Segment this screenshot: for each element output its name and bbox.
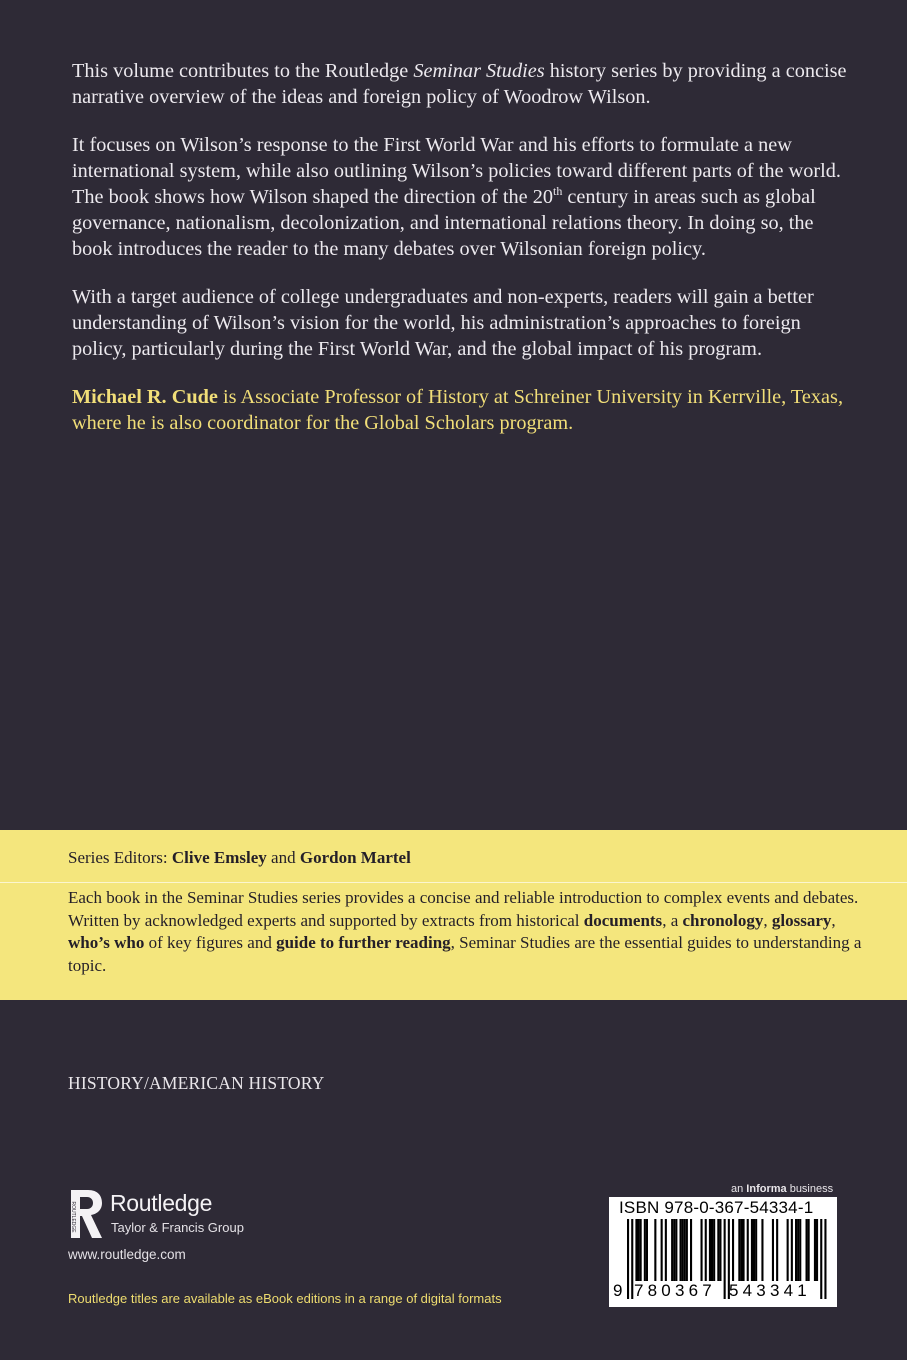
barcode-bar: [791, 1219, 793, 1281]
blurb-paragraph-3: With a target audience of college undergraduates and non-experts, readers will gain a better understanding of Wilson’s vision for the world, his administration’s approaches to foreign policy, particularly during the First World War, and the global impact of his program.: [72, 286, 814, 360]
barcode-bar: [755, 1219, 757, 1281]
barcode-bar: [724, 1219, 726, 1299]
barcode-right-digits: 543341: [729, 1281, 811, 1300]
barcode-bar: [701, 1219, 703, 1281]
barcode-bar: [719, 1219, 721, 1281]
barcode-bar: [776, 1219, 778, 1281]
barcode-bar: [740, 1219, 742, 1281]
series-keyword: documents: [583, 910, 663, 930]
barcode-bar: [732, 1219, 734, 1281]
publisher-logo: [68, 1188, 308, 1248]
barcode-bar: [686, 1219, 688, 1281]
book-blurb: [72, 58, 852, 458]
barcode-bar: [705, 1219, 707, 1281]
barcode-bar: [640, 1219, 642, 1281]
barcode-bar: [631, 1219, 633, 1299]
barcode-bar: [644, 1219, 646, 1281]
series-keyword: glossary: [771, 910, 832, 930]
series-editors-and: and: [266, 848, 300, 867]
informa-brand: Informa: [746, 1183, 787, 1195]
barcode-bar: [673, 1219, 675, 1281]
blurb-paragraph-2: [72, 132, 852, 262]
informa-tagline: [731, 1183, 833, 1195]
barcode-bar: [661, 1219, 663, 1281]
logo-vertical-text: ROUTLEDGE: [70, 1201, 76, 1233]
blurb-paragraph-1: [72, 58, 852, 110]
series-info-band: [0, 830, 907, 1000]
barcode-bar: [654, 1219, 656, 1281]
isbn-number: ISBN 978-0-367-54334-1: [619, 1198, 814, 1217]
series-desc-text: , Seminar Studies are the essential guides to understanding a topic.: [68, 933, 862, 975]
barcode-bar: [772, 1219, 774, 1281]
informa-prefix: an: [731, 1183, 747, 1195]
series-editor-name: Gordon Martel: [299, 848, 411, 867]
blurb-text: century in areas such as global governance, nationalism, decolonization, and international relations theory. In doing so, the book introduces the reader to the many debates over Wilsonian foreign policy.: [72, 186, 816, 260]
barcode-bar: [814, 1219, 816, 1281]
barcode-bar: [797, 1219, 799, 1281]
isbn-barcode: [609, 1197, 837, 1307]
publisher-group: Taylor & Francis Group: [111, 1220, 244, 1235]
barcode-bar: [751, 1219, 753, 1281]
barcode-bar: [690, 1219, 692, 1281]
barcode-bar: [713, 1219, 715, 1281]
barcode-bar: [753, 1219, 755, 1281]
author-name: Michael R. Cude: [72, 386, 218, 408]
series-keyword: guide to further reading: [276, 933, 451, 952]
subject-category: HISTORY/AMERICAN HISTORY: [68, 1073, 325, 1093]
barcode-bar: [671, 1219, 673, 1281]
author-bio-text: is Associate Professor of History at Schreiner University in Kerrville, Texas, where he is also coordinator for the Global Scholars program.: [72, 386, 844, 434]
publisher-name: Routledge: [110, 1190, 213, 1216]
barcode-bar: [816, 1219, 818, 1281]
series-desc-text: , a: [662, 910, 683, 930]
series-desc-text: Each book in the Seminar Studies series provides a concise and reliable introduction to complex events and debates. Written by acknowledged experts and supported by extracts from historical: [68, 888, 859, 930]
barcode-bar: [684, 1219, 686, 1281]
barcode-bar: [680, 1219, 682, 1281]
routledge-logo-icon: [68, 1188, 104, 1240]
barcode-bar: [635, 1219, 637, 1281]
barcode-bar: [747, 1219, 749, 1281]
barcode-bar: [675, 1219, 677, 1281]
barcode-bar: [717, 1219, 719, 1281]
barcode-bar: [795, 1219, 797, 1281]
author-bio: [72, 384, 852, 436]
series-title: Seminar Studies: [413, 60, 545, 82]
ebook-note: Routledge titles are available as eBook editions in a range of digital formats: [68, 1291, 502, 1306]
informa-suffix: business: [786, 1183, 834, 1195]
barcode-bar: [646, 1219, 648, 1281]
series-editors-label: Series Editors:: [68, 848, 172, 867]
barcode-bar: [799, 1219, 801, 1281]
barcode-bar: [808, 1219, 810, 1281]
barcode-bar: [820, 1219, 822, 1299]
barcode-bar: [824, 1219, 826, 1299]
series-keyword: chronology: [682, 910, 764, 930]
series-desc-text: ,: [831, 910, 836, 930]
barcode-bar: [806, 1219, 808, 1281]
barcode-bar: [787, 1219, 789, 1281]
barcode-bar: [761, 1219, 763, 1281]
barcode-bar: [627, 1219, 629, 1299]
blurb-text: history series by providing a concise narrative overview of the ideas and foreign policy of Woodrow Wilson.: [72, 60, 847, 108]
barcode-left-digits: 780367: [634, 1281, 716, 1300]
barcode-bar: [738, 1219, 740, 1281]
blurb-text: This volume contributes to the Routledge: [72, 60, 414, 82]
series-description: [68, 887, 868, 977]
series-editor-name: Clive Emsley: [171, 848, 267, 867]
series-desc-text: of key figures and: [144, 933, 277, 952]
series-divider: [0, 882, 907, 883]
barcode-lead-digit: 9: [613, 1281, 623, 1300]
series-keyword: who’s who: [68, 933, 145, 952]
barcode-bar: [711, 1219, 713, 1281]
barcode-bar: [665, 1219, 667, 1281]
series-desc-text: ,: [763, 910, 772, 930]
barcode-bar: [709, 1219, 711, 1281]
barcode-bar: [638, 1219, 640, 1281]
blurb-text: It focuses on Wilson’s response to the First World War and his efforts to formulate a new international system, while also outlining Wilson’s policies toward different parts of the world. The book shows how Wilson shaped the direction of the 20: [72, 134, 841, 208]
ordinal-suffix: th: [552, 184, 563, 199]
barcode-bar: [743, 1219, 745, 1281]
series-editors: [68, 847, 411, 869]
publisher-url[interactable]: www.routledge.com: [68, 1247, 186, 1262]
barcode-bar: [682, 1219, 684, 1281]
